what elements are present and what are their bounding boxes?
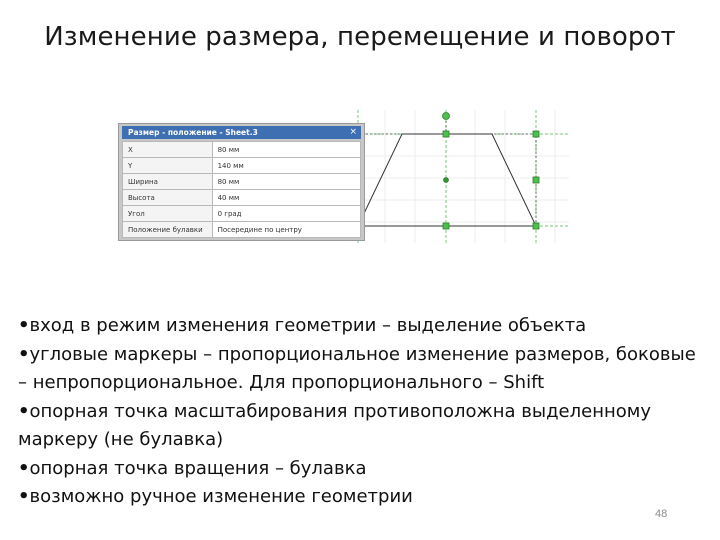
bullet-text: опорная точка масштабирования противоположна выделенному маркеру (не булавка) xyxy=(18,400,651,450)
rotation-handle-icon[interactable] xyxy=(443,113,450,120)
property-value-field[interactable]: 40 мм xyxy=(212,190,360,206)
bullet-text: вход в режим изменения геометрии – выделение объекта xyxy=(29,315,587,336)
bullet-icon: • xyxy=(18,457,30,479)
bullet-text: возможно ручное изменение геометрии xyxy=(29,486,413,507)
bullet-item xyxy=(18,398,708,455)
size-position-window xyxy=(118,123,365,241)
bullet-item xyxy=(18,455,708,484)
bullet-text: угловые маркеры – пропорциональное изменение размеров, боковые – непропорциональное. Для пропорционального – Shift xyxy=(18,343,696,393)
side-handle-bottom[interactable] xyxy=(443,223,449,229)
bullet-item xyxy=(18,341,708,398)
property-row xyxy=(123,190,361,206)
property-name: Y xyxy=(123,158,213,174)
window-title-bar[interactable] xyxy=(122,126,361,139)
properties-table xyxy=(122,141,361,238)
bullet-text: опорная точка вращения – булавка xyxy=(29,457,367,479)
pin-icon[interactable] xyxy=(444,178,449,183)
bullet-icon: • xyxy=(18,400,30,422)
property-name: Положение булавки xyxy=(123,222,213,238)
side-handle-right[interactable] xyxy=(533,177,539,183)
property-value-field[interactable]: Посередине по центру xyxy=(212,222,360,238)
property-value-field[interactable]: 0 град xyxy=(212,206,360,222)
bullet-item xyxy=(18,483,708,512)
property-value-field[interactable]: 80 мм xyxy=(212,174,360,190)
corner-handle-top-right[interactable] xyxy=(533,131,539,137)
property-row xyxy=(123,174,361,190)
property-row xyxy=(123,142,361,158)
bullet-icon: • xyxy=(18,343,30,365)
property-value-field[interactable]: 140 мм xyxy=(212,158,360,174)
property-name: Угол xyxy=(123,206,213,222)
bullet-icon: • xyxy=(18,486,30,507)
property-name: Ширина xyxy=(123,174,213,190)
visio-screenshot xyxy=(115,110,569,243)
close-icon[interactable]: × xyxy=(349,127,357,137)
side-handle-top[interactable] xyxy=(443,131,449,137)
bullet-item xyxy=(18,312,708,341)
corner-handle-bottom-right[interactable] xyxy=(533,223,539,229)
property-value-field[interactable]: 80 мм xyxy=(212,142,360,158)
property-name: X xyxy=(123,142,213,158)
property-name: Высота xyxy=(123,190,213,206)
page-number: 48 xyxy=(655,508,668,520)
property-row xyxy=(123,158,361,174)
property-row xyxy=(123,222,361,238)
property-row xyxy=(123,206,361,222)
window-title: Размер - положение - Sheet.3 xyxy=(128,128,258,137)
slide-title: Изменение размера, перемещение и поворот xyxy=(44,22,676,52)
bullet-list xyxy=(18,312,708,512)
bullet-icon: • xyxy=(18,315,30,336)
